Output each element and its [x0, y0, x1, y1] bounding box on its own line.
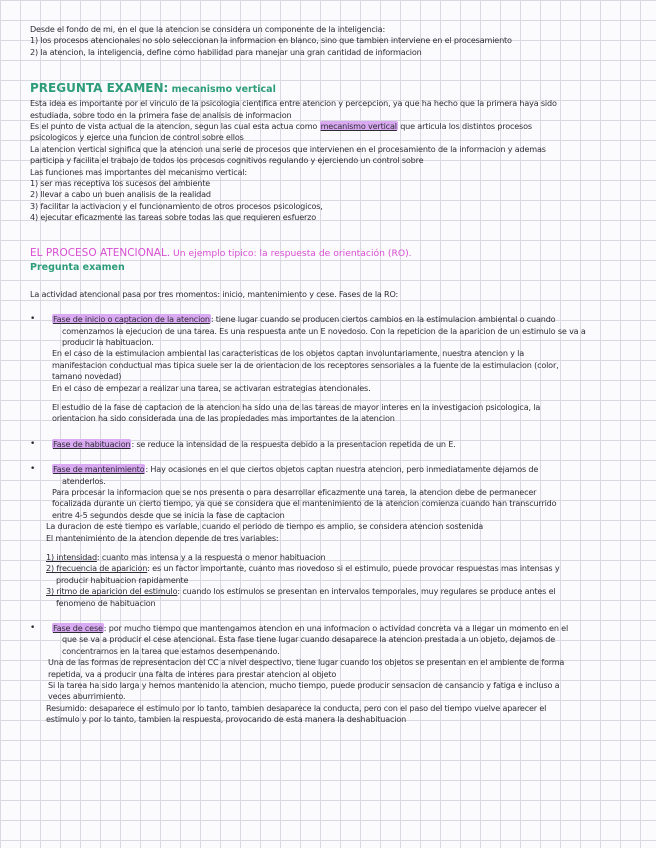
paragraph-line: La duracion de este tiempo es variable, cuando el periodo de tiempo es amplio, se considera atencion sostenida	[46, 521, 484, 532]
paragraph-line: Resumido: desaparece el estimulo por lo tanto, tambien desaparece la conducta, pero con el paso del tiempo vuelve aparecer el	[46, 702, 547, 713]
highlight-term: mecanismo vertical	[320, 121, 397, 132]
bullet-icon: •	[30, 623, 36, 634]
intro-line: 1) los procesos atencionales no solo seleccionan la informacion en blanco, sino que tambien interviene en el procesamiento	[30, 35, 512, 46]
list-item-phase-maintenance: • Fase de mantenimiento: Hay ocasiones en el que ciertos objetos captan nuestra atencion, pero inmediatamente dejamos de atenderlos.	[30, 464, 539, 486]
list-item-phase-habituation: • Fase de habituacion: se reduce la intensidad de la respuesta debido a la presentacion repetida de un E.	[30, 438, 456, 449]
paragraph-line: La actividad atencional pasa por tres momentos: inicio, mantenimiento y cese. Fases de la RO:	[30, 288, 399, 299]
heading-main: EL PROCESO ATENCIONAL.	[30, 246, 171, 259]
paragraph-line: El mantenimiento de la atencion depende de tres variables:	[46, 532, 279, 543]
paragraph-line: Es el punto de vista actual de la atencion, segun las cual esta actua como mecanismo vertical que articula los distintos procesos	[30, 121, 532, 132]
heading-sub: mecanismo vertical	[168, 84, 276, 96]
variable-item: 2) frecuencia de aparicion: es un factor importante, cuanto mas novedoso si el estimulo, puede provocar respuestas mas intensas y	[46, 563, 560, 574]
paragraph-line: estudiada, sobre todo en la primera fase de analisis de informacion	[30, 109, 292, 120]
paragraph-line: orientacion ha sido considerada una de las propiedades mas importantes de la atencion	[52, 413, 395, 424]
paragraph-line: veces aburrimiento.	[48, 691, 126, 702]
paragraph-line: repetida, va a producir una falta de interes para prestar atencion al objeto	[48, 668, 337, 679]
highlight-term: Fase de cese	[53, 623, 103, 634]
bullet-icon: •	[30, 464, 36, 475]
paragraph-line: En el caso de empezar a realizar una tarea, se activaran estrategias atencionales.	[52, 382, 371, 393]
highlight-term: Fase de mantenimiento	[53, 464, 145, 475]
paragraph-line: La atencion vertical significa que la atencion una serie de procesos que intervienen en el procesamiento de la informacion y ademas	[30, 143, 546, 154]
function-item: 2) llevar a cabo un buen analisis de la realidad	[30, 189, 211, 200]
variable-item: 1) intensidad: cuanto mas intensa y a la respuesta o menor habituacion	[46, 552, 326, 562]
highlight-term: Fase de habituacion	[53, 438, 131, 449]
list-item-phase-start: • Fase de inicio o captacion de la atencion: tiene lugar cuando se producen ciertos cambios en la estimulacion ambiental o cuando comenzamos la ejecucion de una tarea. Es una respuesta ante un E novedoso. Con la repeticion de la aparicion de un estimulo se va a producir la habituacion.	[30, 314, 586, 347]
paragraph-line: manifestacion conductual mas tipica suele ser la de orientacion de los receptores sensoriales a la fuente de la estimulacion (color,	[52, 359, 559, 370]
bullet-icon: •	[30, 314, 36, 325]
paragraph-line: El estudio de la fase de captacion de la atencion ha sido una de las tareas de mayor interes en la investigacion psicologica, la	[52, 401, 541, 412]
heading-sub: Un ejemplo tipico: la respuesta de orientación (RO).	[170, 247, 412, 259]
paragraph-line: focalizada durante un cierto tiempo, ya que se considera que el mantenimiento de la atencion comienza cuando han transcurrido	[52, 498, 557, 509]
paragraph-line: Una de las formas de representacion del CC a nivel despectivo, tiene lugar cuando los objetos se presentan en el ambiente de forma	[48, 657, 565, 668]
paragraph-line: tamano novedad)	[52, 371, 122, 382]
paragraph-line: entre 4-5 segundos desde que se inicia la fase de captacion	[52, 509, 285, 520]
paragraph-line: En el caso de la estimulacion ambiental las caracteristicas de los objetos captan involuntariamente, nuestra atencion y la	[52, 348, 525, 359]
section-heading-exam	[30, 80, 630, 98]
paragraph-line: estimulo y por lo tanto, tambien la respuesta, provocando de esta manera la deshabituacion	[46, 714, 407, 725]
function-item: 1) ser mas receptiva los sucesos del ambiente	[30, 178, 211, 189]
paragraph-line: Esta idea es importante por el vinculo de la psicologia cientifica entre atencion y percepcion, ya que ha hecho que la primera haya sido	[30, 98, 557, 109]
paragraph-line: Para procesar la informacion que se nos presenta o para desarrollar eficazmente una tarea, la atencion debe de permanecer	[52, 486, 537, 497]
function-item: 4) ejecutar eficazmente las tareas sobre todas las que requieren esfuerzo	[30, 212, 317, 223]
intro-line: Desde el fondo de mi, en el que la atencion se considera un componente de la inteligencia:	[30, 24, 386, 34]
list-item-phase-cessation: • Fase de cese: por mucho tiempo que mantengamos atencion en una informacion o actividad concreta va a llegar un momento en el que se va a producir el cese atencional. Esta fase tiene lugar cuando desaparece la atencion prestada a un objeto, dejamos de concentrarnos en la tarea que estamos desempenando.	[30, 623, 569, 656]
paragraph-line: participa y facilita el trabajo de todos los procesos cognitivos regulando y ejerciendo un control sobre	[30, 155, 424, 166]
variable-item: 3) ritmo de aparicion del estimulo: cuando los estimulos se presentan en intervalos temporales, muy regulares se produce antes el	[46, 586, 556, 597]
heading-main: PREGUNTA EXAMEN:	[30, 81, 169, 96]
function-item: 3) facilitar la activacion y el funcionamiento de otros procesos psicologicos,	[30, 200, 323, 211]
paragraph-line: psicologicos y ejerce una funcion de control sobre ellos	[30, 132, 244, 143]
paragraph-line: Las funciones mas importantes del mecanismo vertical:	[30, 166, 247, 177]
variable-item: fenomeno de habituacion	[56, 597, 156, 608]
intro-line: 2) la atencion, la inteligencia, define como habilidad para manejar una gran cantidad de informacion	[30, 46, 422, 57]
variable-item: producir habituacion rapidamente	[56, 574, 189, 585]
subheading-exam: Pregunta examen	[30, 261, 125, 273]
section-heading-process	[30, 246, 630, 261]
notes-page	[30, 24, 630, 726]
highlight-term: Fase de inicio o captacion de la atencion	[53, 314, 210, 325]
bullet-icon: •	[30, 438, 36, 449]
paragraph-line: Si la tarea ha sido larga y hemos mantenido la atencion, mucho tiempo, puede producir sensacion de cansancio y fatiga e incluso a	[48, 680, 560, 691]
